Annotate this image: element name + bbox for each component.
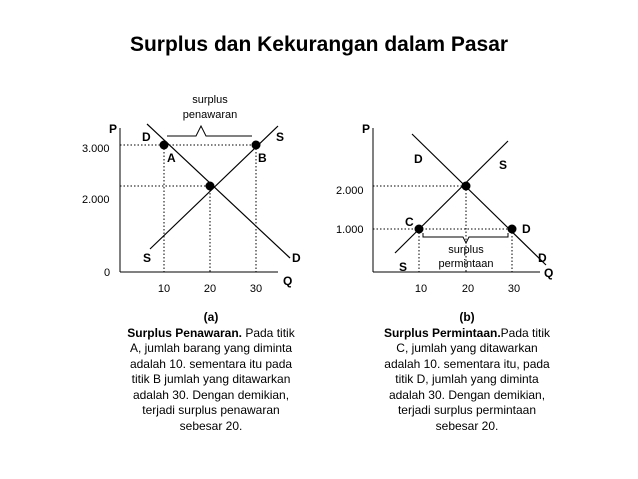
panel-b-caption xyxy=(338,310,596,434)
panel-a-origin-label: 0 xyxy=(104,267,111,279)
panel-b-caption-bold: Surplus Permintaan. xyxy=(383,325,501,340)
panel-b-caption-line-1 xyxy=(338,326,596,342)
panel-b-x-tick-30: 30 xyxy=(507,283,521,295)
panel-a-demand-curve xyxy=(147,124,290,258)
panel-b-x-tick-20: 20 xyxy=(461,283,475,295)
panel-b xyxy=(336,122,553,295)
panel-b-caption-line-2: C, jumlah yang ditawarkan xyxy=(396,341,538,355)
page-title: Surplus dan Kekurangan dalam Pasar xyxy=(129,33,509,56)
panel-b-y-axis-label: P xyxy=(362,122,371,136)
panel-b-caption-line-7: sebesar 20. xyxy=(435,418,499,433)
panel-b-y-tick-2000: 2.000 xyxy=(336,185,364,197)
panel-b-label-d-point: D xyxy=(522,222,531,236)
panel-b-label-s-bottom: S xyxy=(399,260,408,274)
panel-a-label-b: B xyxy=(258,151,267,165)
panel-a-point-b xyxy=(252,141,261,150)
panel-a-caption-line-2: A, jumlah barang yang diminta xyxy=(129,341,293,355)
panel-a-caption-line-4: titik B jumlah yang ditawarkan xyxy=(131,372,291,386)
panel-a-y-tick-2000: 2.000 xyxy=(82,194,110,206)
panel-b-label-d-top: D xyxy=(414,152,423,166)
panel-b-x-tick-10: 10 xyxy=(414,283,428,295)
panel-b-label-c: C xyxy=(405,215,414,229)
panel-b-caption-line-5: adalah 30. Dengan demikian, xyxy=(388,387,546,402)
panel-b-caption-line-4: titik D, jumlah yang diminta xyxy=(395,372,539,386)
panel-a-y-axis-label: P xyxy=(109,122,118,136)
panel-a-y-tick-3000: 3.000 xyxy=(82,143,110,155)
panel-a xyxy=(82,94,301,295)
panel-a-caption-sub: (a) xyxy=(203,310,219,324)
panel-a-caption-line-3: adalah 10. sementara itu pada xyxy=(129,356,293,371)
panel-a-caption-line-5: adalah 30. Dengan demikian, xyxy=(132,387,290,402)
panel-b-caption-line-6: terjadi surplus permintaan xyxy=(397,403,537,417)
panel-b-caption-line-3: adalah 10. sementara itu, pada xyxy=(384,356,550,371)
panel-a-caption-line-1-text: Pada titik xyxy=(242,325,295,340)
panel-a-label-a: A xyxy=(167,151,176,165)
panel-b-label-s-top: S xyxy=(499,158,508,172)
panel-a-caption-line-7: sebesar 20. xyxy=(179,418,243,433)
panel-b-brace-label-1: surplus xyxy=(448,244,484,256)
panel-a-label-d-bottom: D xyxy=(292,251,301,265)
panel-a-label-s-bottom: S xyxy=(143,251,152,265)
panel-a-x-axis-label: Q xyxy=(283,274,293,288)
panel-b-caption-sub: (b) xyxy=(459,310,475,324)
panel-b-y-tick-1000: 1.000 xyxy=(336,224,364,236)
panel-b-caption-line-1-text: Pada titik xyxy=(500,325,551,340)
panel-a-caption xyxy=(82,310,340,434)
panel-a-x-tick-10: 10 xyxy=(157,283,171,295)
panel-b-brace-label-2: permintaan xyxy=(438,258,494,270)
panel-b-point-c xyxy=(415,225,424,234)
panel-a-label-d-top: D xyxy=(142,130,151,144)
panel-a-point-a xyxy=(160,141,169,150)
panel-b-equilibrium-point xyxy=(462,182,471,191)
panel-a-brace-label-2: penawaran xyxy=(182,109,238,121)
panel-a-equilibrium-point xyxy=(206,182,215,191)
panel-a-label-s-top: S xyxy=(276,130,285,144)
panel-a-x-tick-30: 30 xyxy=(249,283,263,295)
panel-b-label-d-bottom: D xyxy=(538,251,547,265)
panel-a-caption-bold: Surplus Penawaran. xyxy=(127,325,242,340)
panel-a-caption-line-6: terjadi surplus penawaran xyxy=(142,403,280,417)
panel-a-caption-line-1 xyxy=(82,326,340,342)
panel-b-point-d xyxy=(508,225,517,234)
panel-b-surplus-brace xyxy=(423,233,508,243)
panel-a-x-tick-20: 20 xyxy=(203,283,217,295)
panel-a-surplus-brace xyxy=(167,126,252,136)
panel-b-supply-curve xyxy=(395,141,508,253)
panel-b-x-axis-label: Q xyxy=(544,266,554,280)
panel-a-brace-label-1: surplus xyxy=(192,94,228,106)
